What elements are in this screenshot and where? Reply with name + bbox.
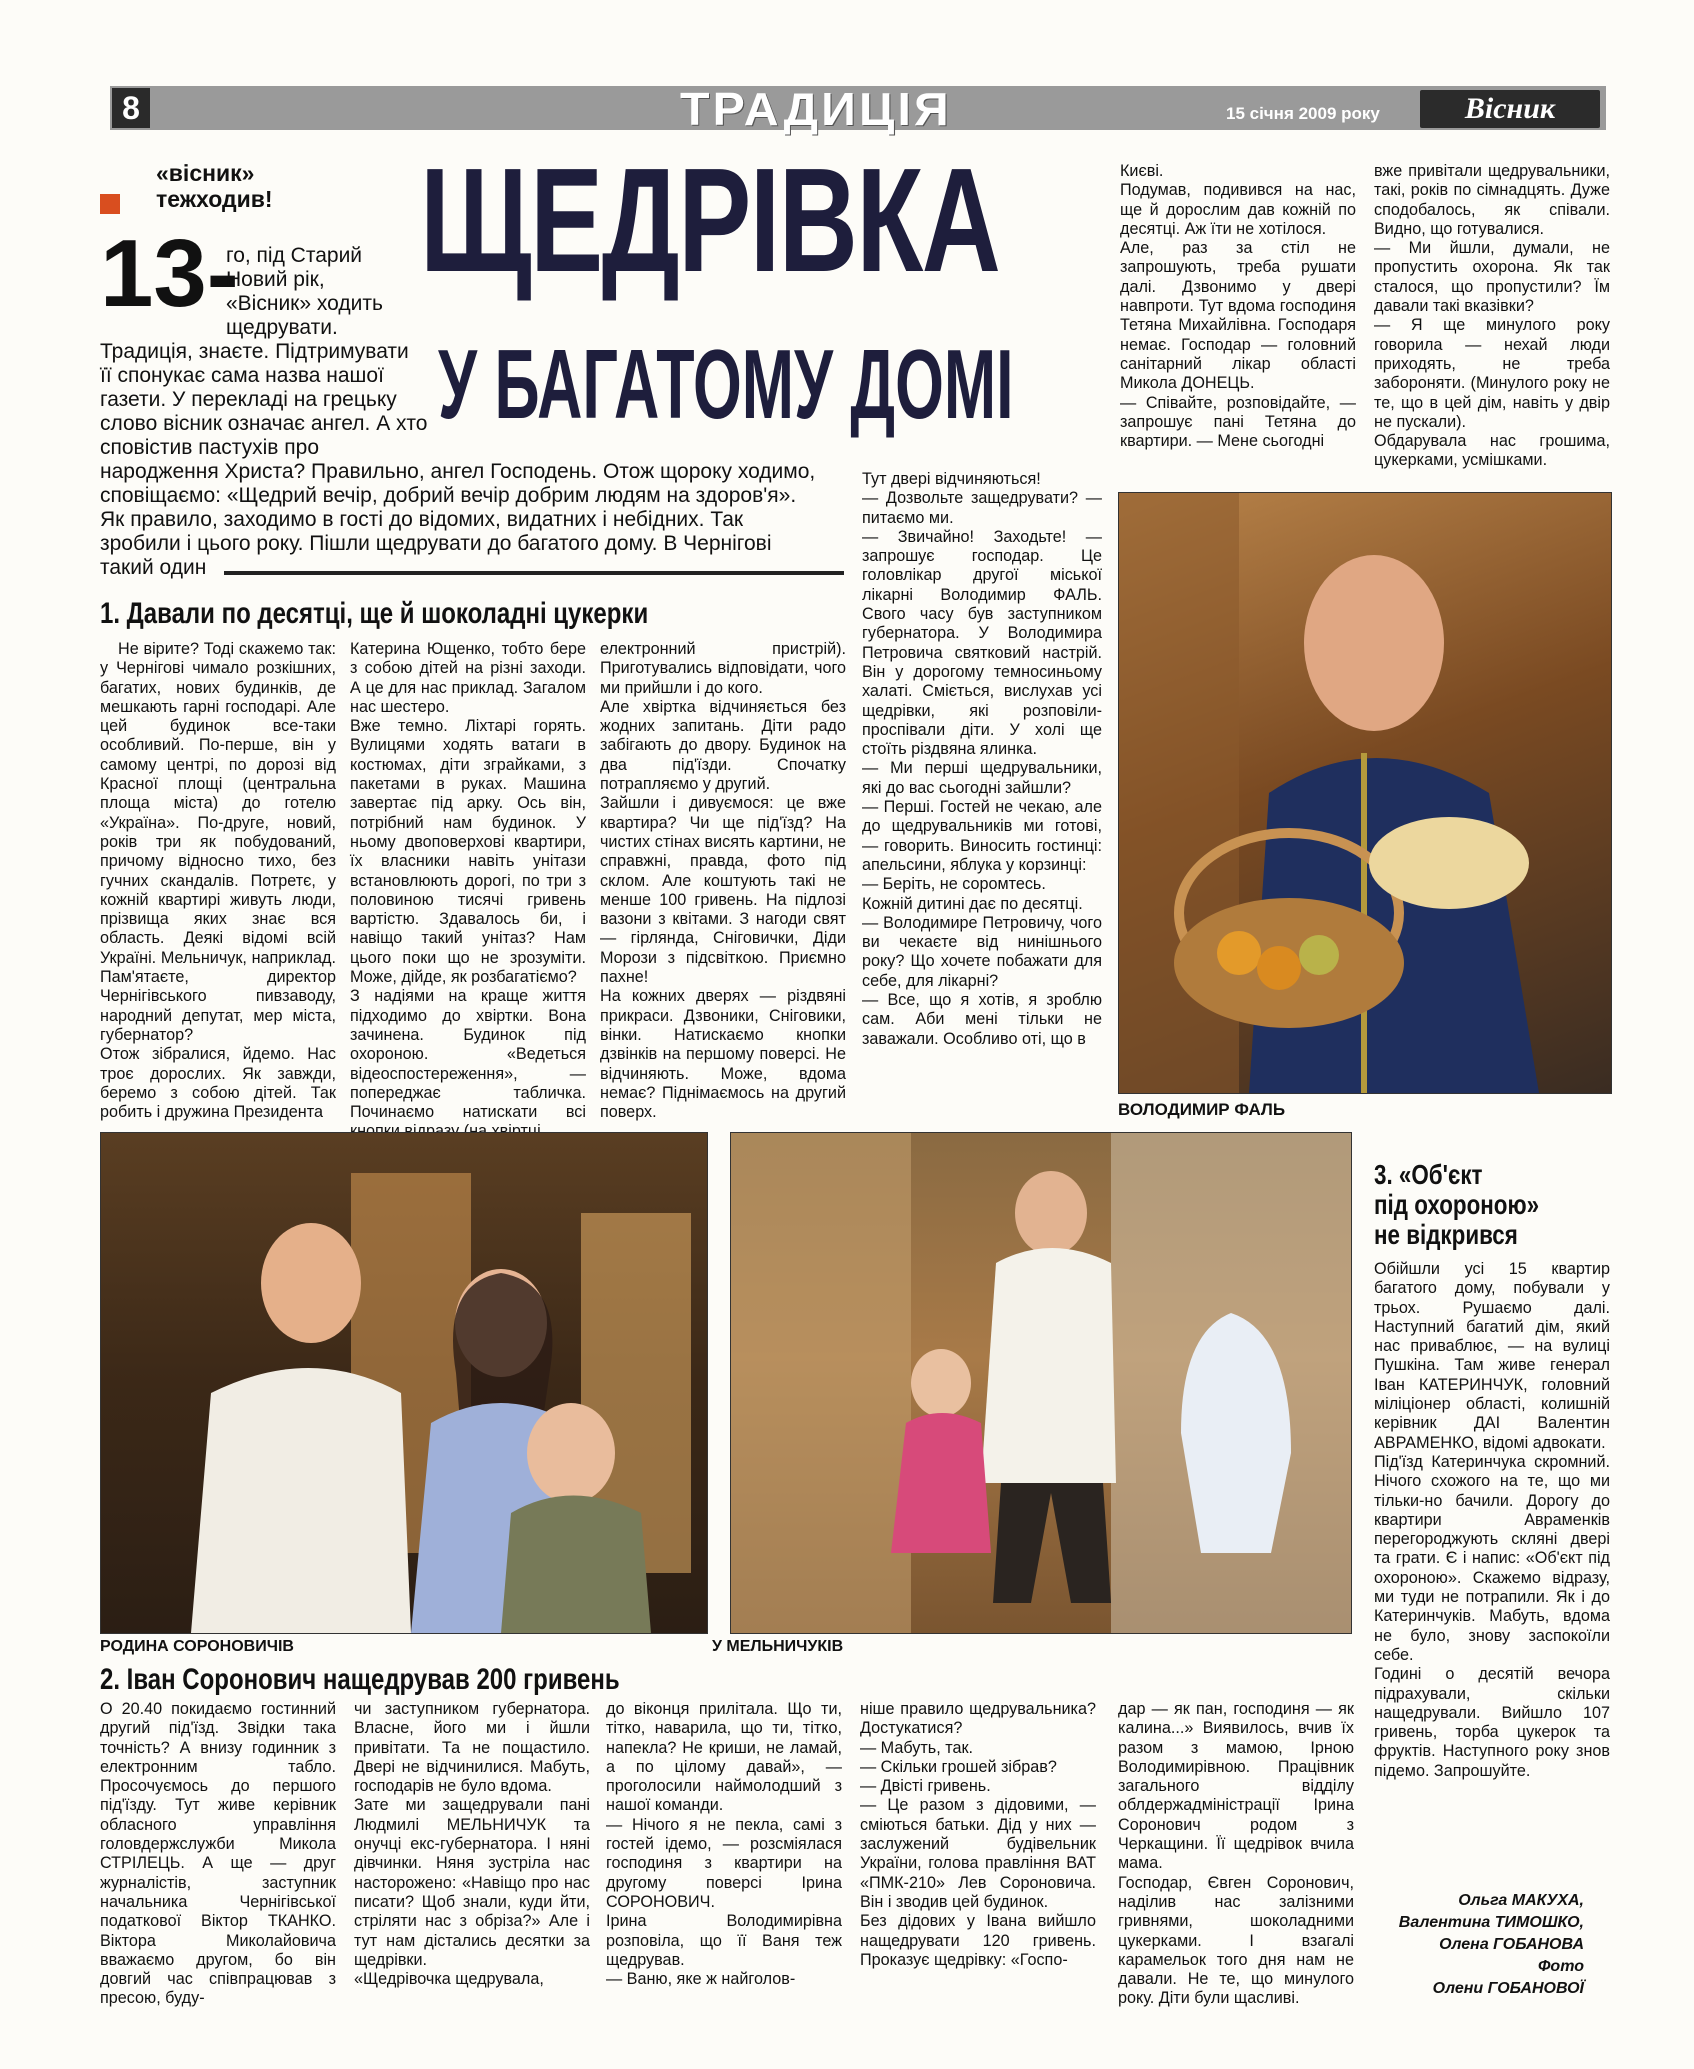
column-b1: О 20.40 покидаємо гостинний другий під'їзд. Звідки така точність? А внизу годинник з електронним табло. Просочуємось до першого під'їзду. Тут живе керівник обласного управління головдержслужби Микола СТРІЛЕЦЬ. А ще — друг журналістів, заступник начальника Чернігівської податкової Віктор ТКАНКО. Віктора Миколайовича вважаємо другом, бо він довгий час співпрацював з пресою, буду- bbox=[100, 1700, 336, 2008]
intro-line: її спонукає сама назва нашої bbox=[100, 364, 384, 387]
signature-line: Олени ГОБАНОВОЇ bbox=[1432, 1980, 1584, 1997]
photo-melnychuk-illustration bbox=[731, 1133, 1351, 1633]
section3-title-line: не відкрився bbox=[1374, 1219, 1518, 1250]
signature-line: Ольга МАКУХА, bbox=[1458, 1892, 1584, 1909]
section3-title-line: 3. «Об'єкт bbox=[1374, 1159, 1483, 1190]
newspaper-logo: Вісник bbox=[1420, 90, 1600, 128]
intro-line: щедрувати. bbox=[226, 316, 338, 339]
photo-family-illustration bbox=[101, 1133, 707, 1633]
intro-line: сповістив пастухів про bbox=[100, 436, 320, 459]
column-b2: чи заступником губернатора. Власне, його ми і йшли привітати. Та не пощастило. Двері не відчинилися. Мабуть, господарів не було вдома. Зате ми защедрували пані Людмилі МЕЛЬНИЧУК та онучці екс-губернатора. І няні дівчинки. Няня зустріла нас насторожено: «Навіщо про нас писати? Щоб знали, куди йти, стріляти нас з обріза?» Але і тут нам дістались десятки за щедрівки. «Щедрівочка щедрувала, bbox=[354, 1700, 590, 1989]
intro-line: такий один bbox=[100, 556, 207, 579]
signature-line: Олена ГОБАНОВА bbox=[1439, 1936, 1584, 1953]
section2-title: 2. Іван Соронович нащедрував 200 гривень bbox=[100, 1663, 620, 1696]
column-2: Катерина Ющенко, тобто бере з собою дітей на різні заходи. А це для нас приклад. Загалом нас шестеро. Вже темно. Ліхтарі горять. Вулицями ходять ватаги в костюмах, діти зграйками, з пакетами в руках. Машина завертає під арку. Ось він, потрібний нам будинок. У ньому двоповерхові квартири, їх власники навіть унітази встановлюють дорогі, по три з половиною тисячі гривень вартістю. Здавалось би, і навіщо такий унітаз? Нам цього поки що не зрозуміти. Може, дійде, як розбагатіємо? З надіями на краще життя підходимо до хвіртки. Вона зачинена. Будинок під охороною. «Ведеться відеоспостереження», — попереджає табличка. Починаємо натискати всі bbox=[350, 640, 586, 1122]
section3-title-line: під охороною» bbox=[1374, 1189, 1540, 1220]
issue-date: 15 січня 2009 року bbox=[1226, 104, 1380, 123]
photo-melnychuk bbox=[730, 1132, 1352, 1634]
section-title: ТРАДИЦІЯ bbox=[680, 83, 952, 135]
caption-photo1: ВОЛОДИМИР ФАЛЬ bbox=[1118, 1100, 1286, 1119]
intro-line: Новий рік, bbox=[226, 268, 325, 291]
intro-line: слово вісник означає ангел. А хто bbox=[100, 412, 428, 435]
headline-sub: У БАГАТОМУ ДОМІ bbox=[438, 329, 1014, 439]
photo-volodymyr-fal bbox=[1118, 492, 1612, 1094]
signature-line: Валентина ТИМОШКО, bbox=[1398, 1914, 1584, 1931]
page-number: 8 bbox=[112, 88, 150, 128]
intro-line: газети. У перекладі на грецьку bbox=[100, 388, 397, 411]
caption-photo2: РОДИНА СОРОНОВИЧІВ bbox=[100, 1638, 294, 1655]
section3-text: Обійшли усі 15 квартир багатого дому, побували у трьох. Рушаємо далі. Наступний багатий дім, який нас приваблює, — на вулиці Пушкіна. Там живе генерал Іван КАТЕРИНЧУК, головний міліціонер області, колишній керівник ДАІ Валентин АВРАМЕНКО, відомі адвокати. Під'їзд Катеринчука скромний. Нічого схожого на те, що ми тільки-но бачили. Дорогу до квартири Авраменків перегороджують скляні двері та грати. Є і напис: «Об'єкт під охороною». Скажемо відразу, ми туди не потрапили. Як і до Катеринчуків. Мабуть, вдома не було, знову заспокоїли себе. Годині о десятій вечора підрахували, скільки нащедрували. Вийшло 107 гривень, торба цукерок та фруктів. Наступного року знов підемо. Запрошуйте. bbox=[1374, 1260, 1610, 1780]
intro-line: Як правило, заходимо в гості до відомих, видатних і небідних. Так bbox=[100, 508, 744, 531]
caption-photo3: У МЕЛЬНИЧУКІВ bbox=[712, 1638, 844, 1655]
photo-fal-illustration bbox=[1119, 493, 1611, 1093]
column-b5: дар — як пан, господиня — як калина...» Виявилось, вчив їх разом з мамою, Ірною Володимирівною. Працівник загального відділу облдержадміністрації Ірина Соронович родом з Черкащини. Її щедрівок вчила мама. Господар, Євген Соронович, наділив нас залізними гривнями, шоколадними цукерками. І взагалі карамельок того дня нам не давали. Не те, що минулого року. Діти були щасливі. bbox=[1118, 1700, 1354, 2008]
intro-line: го, під Старий bbox=[226, 244, 363, 267]
column-5: Києві. Подумав, подивився на нас, ще й дорослим дав кожній по десятці. Аж їти не хотілося. Але, раз за стіл не запрошують, треба рушати далі. Дзвонимо у двері навпроти. Тут вдома господиня Тетяна Михайлівна. Господаря немає. Господар — головний санітарний лікар області Микола ДОНЕЦЬ. — Співайте, розповідайте, — запрошує пані Тетяна до квартири. — Мене сьогодні bbox=[1120, 162, 1356, 451]
intro-line: Традиція, знаєте. Підтримувати bbox=[100, 340, 409, 363]
intro-line: сповіщаємо: «Щедрий вечір, добрий вечір добрим людям на здоров'я». bbox=[100, 484, 797, 507]
kicker-square-icon bbox=[100, 194, 120, 214]
intro-lead bbox=[226, 244, 383, 340]
column-3: електронний пристрій). Приготувались відповідати, чого ми прийшли і до кого. Але хвіртка відчиняється без жодних запитань. Діти радо забігають до двору. Будинок на два під'їзди. Спочатку потрапляємо у другий. Зайшли і дивуємося: це вже квартира? Чи ще під'їзд? На чистих стінах висять картини, не справжні, правда, фото під склом. Але коштують такі не менше 100 гривень. На підлозі вазони з квітами. З нагоди свят — гірлянда, Сніговички, Діди Морози з підсвіткою. Приємно пахне! На кожних дверях — різдвяні прикраси. Дзвоники, Сніговики, вінки. Натискаємо кнопки дзвінків на першому поверсі. Не відчиняють. Може, вдома немає? Піднімаємось на другий поверх. bbox=[600, 640, 846, 1122]
section3-title bbox=[1374, 1160, 1580, 1250]
signature-line: Фото bbox=[1537, 1958, 1584, 1975]
column-1: Не вірите? Тоді скажемо так: у Чернігові чимало розкішних, багатих, нових будинків, де мешкають гарні господарі. Але цей будинок все-таки особливий. По-перше, він у самому центрі, по дорозі від Красної площі (центральна площа міста) до готелю «Україна». По-друге, новий, років три як побудований, причому відносно тихо, без гучних скандалів. Потретє, у кожній квартирі живуть люди, прізвища яких знає вся область. Деякі відомі всій Україні. Мельничук, наприклад. Пам'ятаєте, директор Чернігівського пивзаводу, народний депутат, мер міста, губернатор? Отож зібралися, йдемо. Нас троє дорослих. Як завжди, беремо з собою дітей. Так робить і дружина Президента bbox=[100, 640, 336, 1122]
column-b3: до віконця прилітала. Що ти, тітко, наварила, що ти, тітко, напекла? Не криши, не ламай, а по цілому давай», — проголосили наймолодший з нашої команди. — Нічого я не пекла, самі з гостей ідемо, — розсміялася господиня з квартири на другому поверсі Ірина СОРОНОВИЧ. Ірина Володимирівна розповіла, що її Ваня теж щедрував. — Ваню, яке ж найголов- bbox=[606, 1700, 842, 1989]
intro-line: зробили і цього року. Пішли щедрувати до багатого дому. В Чернігові bbox=[100, 532, 772, 555]
column-b4: ніше правило щедрувальника? Достукатися? — Мабуть, так. — Скільки грошей зібрав? — Двісті гривень. — Це разом з дідовими, — сміються батьки. Дід у них — заслужений будівельник України, голова правління ВАТ «ПМК-210» Лев Сороновича. Він і зводив цей будинок. Без дідових у Івана вийшло нащедрувати 120 гривень. Проказує щедрівку: «Госпо- bbox=[860, 1700, 1096, 1969]
column-4: Тут двері відчиняються! — Дозвольте защедрувати? — питаємо ми. — Звичайно! Заходьте! — запрошує господар. Це головлікар другої міської лікарні Володимир ФАЛЬ. Свого часу був заступником губернатора. У Володимира Петровича святковий настрій. Він у дорогому темносиньому халаті. Сміється, вислухав усі щедрівки, які розповіли-проспівали діти. У холі ще стоїть різдвяна ялинка. — Ми перші щедрувальники, які до вас сьогодні зайшли? — Перші. Гостей не чекаю, але до щедрувальників ми готові, — говорить. Виносить гостинці: апельсини, яблука у корзинці: — Беріть, не соромтесь. Кожній дитині дає по десятці. — Володимире Петровичу, чого ви чекаєте від нинішнього року? Що хочете побажати для себе, для лікарні? — Все, що я хотів, я зроблю сам. Аби мені тільки не заважали. Особливо оті, що в bbox=[862, 470, 1102, 1048]
intro-dropnumber: 13- bbox=[100, 220, 239, 327]
photo-soronovych-family bbox=[100, 1132, 708, 1634]
intro-line: «Вісник» ходить bbox=[226, 292, 383, 315]
intro-line: народження Христа? Правильно, ангел Господень. Отож щороку ходимо, bbox=[100, 460, 816, 483]
section1-title: 1. Давали по десятці, ще й шоколадні цукерки bbox=[100, 597, 649, 630]
kicker-line2: тежходив! bbox=[156, 186, 273, 212]
column-6: вже привітали щедрувальники, такі, років по сімнадцять. Дуже сподобалось, як співали. Видно, що готувалися. — Ми йшли, думали, не пропустить охорона. Як так сталося, що пропустили? Їм давали такі вказівки? — Я ще минулого року говорила — нехай люди приходять, не треба забороняти. (Минулого року не те, що в цей дім, навіть у двір не пускали). Обдарувала нас грошима, цукерками, усмішками. bbox=[1374, 162, 1610, 470]
author-signature bbox=[1399, 1890, 1584, 2000]
headline-main: ЩЕДРІВКА bbox=[420, 138, 1000, 303]
intro-body bbox=[100, 340, 815, 580]
intro-rule bbox=[224, 571, 844, 575]
kicker-line1: «вісник» bbox=[156, 160, 255, 186]
